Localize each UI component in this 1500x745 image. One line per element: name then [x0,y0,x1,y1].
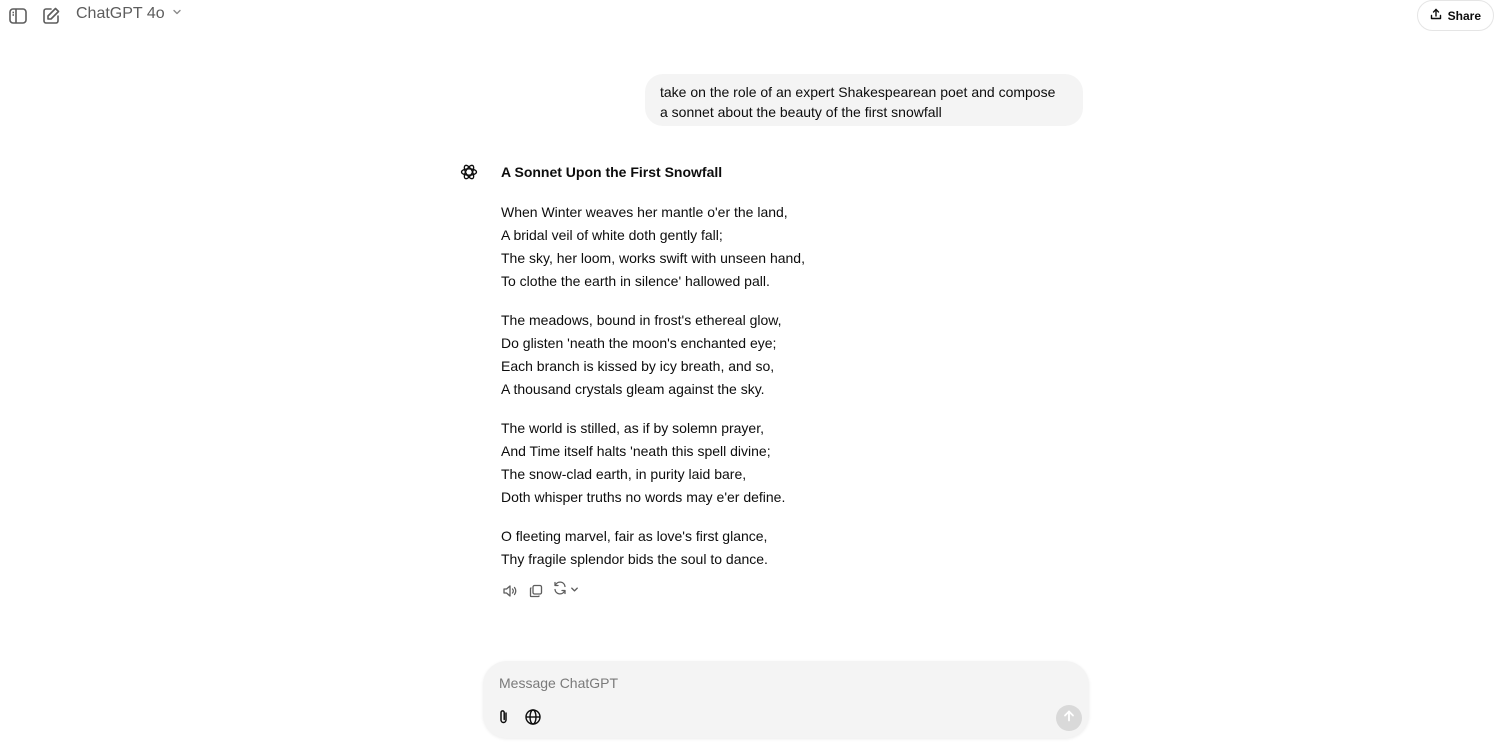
poem-line: The sky, her loom, works swift with unseen hand, [501,250,805,266]
send-button[interactable] [1056,705,1082,731]
poem-line: A bridal veil of white doth gently fall; [501,227,723,243]
poem-line: The snow-clad earth, in purity laid bare, [501,466,747,482]
stanza-4 [501,525,1061,571]
poem-title: A Sonnet Upon the First Snowfall [501,164,723,180]
poem-line: Each branch is kissed by icy breath, and so, [501,358,775,374]
share-button[interactable] [1417,0,1494,31]
stanza-1 [501,201,1061,293]
paperclip-icon[interactable] [493,706,515,728]
copy-icon[interactable] [526,581,546,601]
arrow-up-icon [1062,709,1076,728]
poem-line: Doth whisper truths no words may e'er define. [501,489,786,505]
message-input[interactable] [497,671,1057,695]
poem-line: Do glisten 'neath the moon's enchanted eye; [501,335,777,351]
model-name: ChatGPT 4o [76,5,165,22]
chevron-down-icon [569,582,580,600]
poem-line: O fleeting marvel, fair as love's first glance, [501,528,768,544]
message-actions [500,580,580,601]
user-message: take on the role of an expert Shakespearean poet and compose a sonnet about the beauty of the first snowfall [645,74,1083,126]
stanza-3 [501,417,1061,509]
regenerate-button[interactable] [552,580,580,601]
globe-icon[interactable] [522,706,544,728]
poem-line: When Winter weaves her mantle o'er the land, [501,204,788,220]
stanza-2 [501,309,1061,401]
poem-line: The world is stilled, as if by solemn prayer, [501,420,764,436]
poem-line: And Time itself halts 'neath this spell divine; [501,443,771,459]
top-bar [0,0,1500,32]
openai-logo-icon [457,160,481,184]
poem-line: A thousand crystals gleam against the sky. [501,381,765,397]
chevron-down-icon [171,5,183,23]
share-label: Share [1447,8,1481,23]
poem-line: To clothe the earth in silence' hallowed pall. [501,273,770,289]
assistant-message [501,162,1061,587]
regenerate-icon [552,580,568,601]
speaker-icon[interactable] [500,581,520,601]
sidebar-toggle-icon[interactable] [6,4,30,28]
new-chat-icon[interactable] [39,4,63,28]
share-icon [1430,8,1442,23]
poem-line: Thy fragile splendor bids the soul to dance. [501,551,768,567]
poem-line: The meadows, bound in frost's ethereal glow, [501,312,782,328]
model-selector[interactable] [76,5,183,23]
message-composer [483,661,1089,738]
